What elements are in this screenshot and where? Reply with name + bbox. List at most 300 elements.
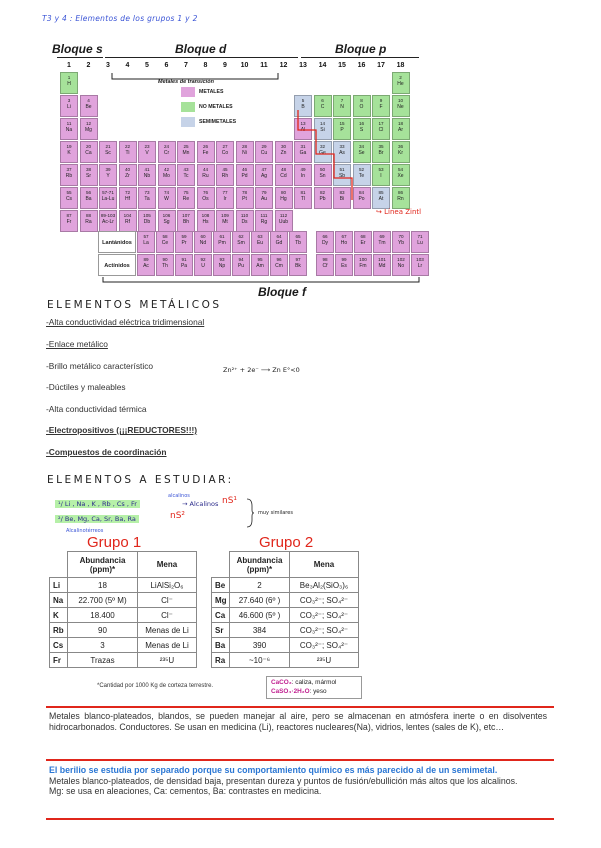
element-cell bbox=[275, 164, 293, 186]
atomic-number: 70 bbox=[398, 234, 404, 239]
atomic-number: 99 bbox=[341, 257, 347, 262]
group-number: 12 bbox=[279, 62, 288, 69]
element-symbol: Ac-Lr bbox=[102, 218, 114, 225]
element-cell bbox=[216, 141, 234, 163]
ore-cell: Be₃Al₂(SiO₃)₆ bbox=[290, 578, 359, 593]
element-cell bbox=[138, 210, 156, 232]
element-cell bbox=[158, 187, 176, 209]
element-symbol: Pa bbox=[180, 262, 188, 269]
element-symbol: Rg bbox=[260, 218, 268, 225]
atomic-number: 58 bbox=[162, 234, 168, 239]
atomic-number: 74 bbox=[163, 190, 170, 195]
legend-metal-swatch bbox=[181, 87, 195, 97]
element-symbol: Na bbox=[65, 126, 73, 133]
atomic-number: 88 bbox=[85, 213, 92, 218]
element-cell bbox=[80, 164, 98, 186]
abundance-cell: 90 bbox=[68, 623, 138, 638]
atomic-number: 24 bbox=[163, 144, 170, 149]
ore-cell: Menas de Li bbox=[138, 638, 197, 653]
block-p-line bbox=[301, 57, 419, 58]
element-cell bbox=[255, 187, 273, 209]
element-symbol: Es bbox=[341, 262, 347, 269]
table-row bbox=[50, 593, 197, 608]
alkaline-earth-description bbox=[49, 765, 547, 797]
element-cell: Fr bbox=[50, 653, 68, 668]
zintl-arrow-icon: ↪ bbox=[376, 208, 382, 216]
element-cell: Na bbox=[50, 593, 68, 608]
element-symbol: Bh bbox=[182, 218, 190, 225]
element-symbol: Nd bbox=[199, 239, 207, 246]
element-symbol: Am bbox=[256, 262, 264, 269]
atomic-number: 1 bbox=[67, 75, 71, 80]
atomic-number: 8 bbox=[360, 98, 363, 103]
element-cell bbox=[80, 187, 98, 209]
ore-cell: ²³⁵U bbox=[290, 653, 359, 668]
divider-2 bbox=[46, 759, 554, 761]
element-symbol: Pt bbox=[242, 195, 247, 202]
element-cell bbox=[177, 141, 195, 163]
atomic-number: 61 bbox=[219, 234, 225, 239]
element-symbol: Tb bbox=[295, 239, 301, 246]
element-symbol: Ba bbox=[85, 195, 92, 202]
element-cell bbox=[80, 210, 98, 232]
transition-label: Metales de transición bbox=[158, 79, 214, 85]
group2-title: Grupo 2 bbox=[259, 534, 314, 551]
atomic-number: 54 bbox=[397, 167, 404, 172]
element-symbol: As bbox=[339, 149, 345, 156]
prop-electropositive: -Electropositivos (¡¡¡REDUCTORES!!!) bbox=[46, 425, 198, 435]
atomic-number: 89-103 bbox=[100, 213, 116, 218]
atomic-number: 87 bbox=[66, 213, 72, 218]
atomic-number: 96 bbox=[276, 257, 282, 262]
element-symbol: Ds bbox=[241, 218, 248, 225]
table-row bbox=[50, 623, 197, 638]
atomic-number: 82 bbox=[319, 190, 326, 195]
prop-bond: -Enlace metálico bbox=[46, 339, 108, 349]
abundance-cell: 18 bbox=[68, 578, 138, 593]
block-d-label: Bloque d bbox=[175, 42, 227, 56]
element-cell bbox=[80, 118, 98, 140]
actinide-cell bbox=[392, 254, 410, 276]
legend-nonmetal-swatch bbox=[181, 102, 195, 112]
atomic-number: 79 bbox=[261, 190, 267, 195]
element-cell bbox=[158, 141, 176, 163]
caso4-note: CaSO₄·2H₂O: yeso bbox=[271, 687, 327, 695]
atomic-number: 84 bbox=[358, 190, 365, 195]
table-row bbox=[50, 578, 197, 593]
atomic-number: 30 bbox=[280, 144, 287, 149]
element-symbol: Sr bbox=[86, 172, 91, 179]
atomic-number: 67 bbox=[341, 234, 347, 239]
atomic-number: 95 bbox=[257, 257, 263, 262]
lanthanide-cell bbox=[373, 231, 391, 253]
atomic-number: 28 bbox=[241, 144, 248, 149]
element-cell bbox=[216, 210, 234, 232]
atomic-number: 77 bbox=[222, 190, 228, 195]
element-symbol: Fe bbox=[202, 149, 209, 156]
group-number: 18 bbox=[396, 62, 405, 69]
table-row bbox=[50, 653, 197, 668]
element-symbol: Mn bbox=[182, 149, 190, 156]
page-title: T3 y 4 : Elementos de los grupos 1 y 2 bbox=[42, 14, 198, 23]
element-symbol: Ce bbox=[161, 239, 169, 246]
atomic-number: 3 bbox=[67, 98, 71, 103]
alkali-description: Metales blanco-plateados, blandos, se pueden manejar al aire, pero se almacenan en atmósfera inerte o en disolventes hidrocarbonados. Conductores. Se usan en medicina (Li), reactores nucleares(Na), vidrios, lentes (sales de K), etc… bbox=[49, 711, 547, 732]
atomic-number: 71 bbox=[417, 234, 423, 239]
atomic-number: 108 bbox=[201, 213, 210, 218]
element-symbol: N bbox=[340, 103, 344, 110]
abundance-cell: 27.640 (6º ) bbox=[230, 593, 290, 608]
element-symbol: Te bbox=[358, 172, 365, 179]
atomic-number: 32 bbox=[319, 144, 326, 149]
element-symbol: Md bbox=[378, 262, 386, 269]
element-symbol: Mo bbox=[163, 172, 170, 179]
atomic-number: 40 bbox=[124, 167, 131, 172]
element-symbol: No bbox=[397, 262, 405, 269]
atomic-number: 44 bbox=[202, 167, 209, 172]
element-symbol: Kr bbox=[398, 149, 403, 156]
table-row bbox=[212, 608, 359, 623]
element-cell bbox=[197, 210, 215, 232]
atomic-number: 43 bbox=[183, 167, 189, 172]
element-cell bbox=[60, 210, 78, 232]
element-symbol: Lu bbox=[417, 239, 423, 246]
element-symbol: Sn bbox=[319, 172, 326, 179]
element-symbol: Ra bbox=[85, 218, 92, 225]
atomic-number: 9 bbox=[379, 98, 383, 103]
element-symbol: Xe bbox=[397, 172, 404, 179]
lanthanide-cell bbox=[251, 231, 269, 253]
group1-title: Grupo 1 bbox=[87, 534, 142, 551]
element-cell: Rb bbox=[50, 623, 68, 638]
group-number: 2 bbox=[86, 62, 91, 69]
element-cell bbox=[392, 72, 410, 94]
group-number: 17 bbox=[377, 62, 385, 69]
caco3-note: CaCO₃: caliza, mármol bbox=[271, 679, 337, 686]
block-s-line bbox=[57, 57, 103, 58]
actinide-cell bbox=[289, 254, 307, 276]
element-symbol: Dy bbox=[321, 239, 329, 246]
element-symbol: V bbox=[145, 149, 149, 156]
block-p-label: Bloque p bbox=[335, 42, 387, 56]
abundance-cell: 3 bbox=[68, 638, 138, 653]
block-d-line bbox=[105, 57, 298, 58]
element-symbol: Th bbox=[162, 262, 168, 269]
lanthanide-cell bbox=[335, 231, 353, 253]
ore-cell: CO₃²⁻; SO₄²⁻ bbox=[290, 638, 359, 653]
lanthanide-cell bbox=[137, 231, 155, 253]
element-cell bbox=[255, 141, 273, 163]
table-row bbox=[50, 608, 197, 623]
element-symbol: Ni bbox=[242, 149, 247, 156]
group-number: 7 bbox=[184, 62, 188, 69]
atomic-number: 57 bbox=[143, 234, 149, 239]
group-number: 1 bbox=[67, 62, 71, 69]
element-cell bbox=[275, 141, 293, 163]
abundance-cell: 22.700 (5º M) bbox=[68, 593, 138, 608]
atomic-number: 112 bbox=[279, 213, 288, 218]
group-number: 11 bbox=[260, 62, 268, 69]
element-cell bbox=[255, 164, 273, 186]
atomic-number: 55 bbox=[66, 190, 72, 195]
atomic-number: 4 bbox=[87, 98, 90, 103]
element-symbol: Tm bbox=[378, 239, 386, 246]
element-symbol: Rn bbox=[397, 195, 404, 202]
element-cell bbox=[236, 141, 254, 163]
ore-cell: CO₃²⁻; SO₄²⁻ bbox=[290, 593, 359, 608]
atomic-number: 104 bbox=[123, 213, 132, 218]
group1-header-blank bbox=[50, 552, 68, 578]
element-cell bbox=[119, 210, 137, 232]
atomic-number: 107 bbox=[182, 213, 190, 218]
group-number: 3 bbox=[106, 62, 110, 69]
element-symbol: Rf bbox=[125, 218, 130, 225]
actinide-cell bbox=[354, 254, 372, 276]
element-symbol: He bbox=[397, 80, 404, 87]
lanthanide-cell bbox=[156, 231, 174, 253]
element-symbol: Br bbox=[378, 149, 384, 156]
element-symbol: Mg bbox=[85, 126, 92, 133]
element-cell bbox=[119, 187, 137, 209]
atomic-number: 42 bbox=[163, 167, 170, 172]
mineral-notes-box bbox=[266, 676, 362, 699]
element-symbol: Cs bbox=[65, 195, 73, 202]
atomic-number: 29 bbox=[261, 144, 267, 149]
group2-properties: Metales blanco-plateados, de densidad baja, presentan dureza y puntos de fusión/ebullición más altos que los alcalinos. bbox=[49, 775, 518, 786]
element-symbol: Po bbox=[358, 195, 365, 202]
group2-config: nS² bbox=[170, 511, 186, 521]
element-symbol: Sb bbox=[338, 172, 346, 179]
element-cell: Ba bbox=[212, 638, 230, 653]
table-row bbox=[212, 578, 359, 593]
atomic-number: 7 bbox=[340, 98, 344, 103]
actinide-cell bbox=[175, 254, 193, 276]
group1-table-body bbox=[50, 578, 197, 668]
actinides-label: Actínidos bbox=[98, 254, 136, 276]
element-cell bbox=[275, 210, 293, 232]
element-symbol: Zn bbox=[280, 149, 287, 156]
lanthanide-cell bbox=[354, 231, 372, 253]
atomic-number: 48 bbox=[280, 167, 287, 172]
group2-table-body bbox=[212, 578, 359, 668]
alcalinos-tag: alcalinos bbox=[168, 493, 190, 499]
zintl-label: ↪ Línea Zintl bbox=[376, 208, 422, 216]
lanthanides-label: Lantánidos bbox=[98, 231, 136, 253]
lanthanide-cell bbox=[392, 231, 410, 253]
element-symbol: La-Lu bbox=[101, 195, 115, 202]
zintl-line bbox=[296, 108, 376, 208]
atomic-number: 63 bbox=[257, 234, 263, 239]
lanthanide-cell bbox=[270, 231, 288, 253]
element-cell bbox=[197, 141, 215, 163]
group-number: 5 bbox=[145, 62, 149, 69]
atomic-number: 53 bbox=[378, 167, 384, 172]
atomic-number: 10 bbox=[397, 98, 404, 103]
lanthanide-cell bbox=[232, 231, 250, 253]
element-cell: Cs bbox=[50, 638, 68, 653]
element-symbol: F bbox=[379, 103, 383, 110]
actinide-cell bbox=[335, 254, 353, 276]
atomic-number: 90 bbox=[162, 257, 168, 262]
prop-luster: -Brillo metálico característico bbox=[46, 361, 154, 371]
element-cell bbox=[119, 141, 137, 163]
group1-list: ¹/ Li , Na , K , Rb , Cs , Fr bbox=[55, 500, 140, 508]
element-cell bbox=[216, 187, 234, 209]
element-symbol: O bbox=[359, 103, 364, 110]
ore-cell: Menas de Li bbox=[138, 623, 197, 638]
element-symbol: Y bbox=[106, 172, 110, 179]
element-symbol: Ca bbox=[85, 149, 92, 156]
element-symbol: Nb bbox=[143, 172, 151, 179]
group1-header-ore: Mena bbox=[138, 552, 197, 578]
group1-table bbox=[49, 551, 197, 668]
alcalinoterreos-tag: Alcalinotérreos bbox=[66, 528, 104, 534]
abundance-cell: 384 bbox=[230, 623, 290, 638]
group-number: 16 bbox=[357, 62, 366, 69]
element-symbol: Si bbox=[320, 126, 325, 133]
element-cell bbox=[216, 164, 234, 186]
element-cell: K bbox=[50, 608, 68, 623]
element-symbol: Ne bbox=[397, 103, 404, 110]
atomic-number: 11 bbox=[66, 121, 72, 126]
table-row bbox=[212, 638, 359, 653]
element-cell bbox=[177, 210, 195, 232]
element-cell bbox=[236, 210, 254, 232]
atomic-number: 19 bbox=[66, 144, 72, 149]
element-cell: Li bbox=[50, 578, 68, 593]
legend-metal-label: METALES bbox=[199, 89, 224, 95]
atomic-number: 45 bbox=[222, 167, 228, 172]
atomic-number: 21 bbox=[105, 144, 111, 149]
element-symbol: Cr bbox=[163, 149, 170, 156]
element-symbol: Np bbox=[218, 262, 226, 269]
element-symbol: Be bbox=[85, 103, 92, 110]
atomic-number: 64 bbox=[276, 234, 282, 239]
element-symbol: Eu bbox=[256, 239, 264, 246]
actinide-cell bbox=[232, 254, 250, 276]
table-row bbox=[212, 623, 359, 638]
atomic-number: 26 bbox=[202, 144, 209, 149]
element-cell bbox=[392, 164, 410, 186]
element-cell bbox=[177, 164, 195, 186]
element-cell bbox=[80, 95, 98, 117]
element-symbol: Hg bbox=[280, 195, 287, 202]
lanthanide-cell bbox=[316, 231, 334, 253]
ore-cell: ²³⁵U bbox=[138, 653, 197, 668]
study-title: ELEMENTOS A ESTUDIAR: bbox=[47, 474, 234, 486]
element-symbol: Er bbox=[360, 239, 366, 246]
group1-header-abundance: Abundancia (ppm)* bbox=[68, 552, 138, 578]
element-cell bbox=[60, 72, 78, 94]
table-row bbox=[212, 653, 359, 668]
atomic-number: 52 bbox=[358, 167, 365, 172]
atomic-number: 109 bbox=[221, 213, 229, 218]
element-cell bbox=[60, 95, 78, 117]
element-symbol: Li bbox=[67, 103, 71, 110]
actinide-cell bbox=[156, 254, 174, 276]
atomic-number: 20 bbox=[85, 144, 92, 149]
atomic-number: 15 bbox=[339, 121, 345, 126]
atomic-number: 16 bbox=[358, 121, 365, 126]
abundance-cell: Trazas bbox=[68, 653, 138, 668]
atomic-number: 105 bbox=[143, 213, 151, 218]
atomic-number: 35 bbox=[378, 144, 384, 149]
group1-arrow: → Alcalinos bbox=[182, 500, 219, 508]
element-symbol: Pb bbox=[319, 195, 326, 202]
element-symbol: Cu bbox=[260, 149, 268, 156]
atomic-number: 22 bbox=[124, 144, 131, 149]
atomic-number: 37 bbox=[66, 167, 72, 172]
atomic-number: 27 bbox=[222, 144, 228, 149]
atomic-number: 2 bbox=[399, 75, 402, 80]
group-number: 10 bbox=[240, 62, 249, 69]
element-cell bbox=[392, 95, 410, 117]
group2-header-abundance: Abundancia (ppm)* bbox=[230, 552, 290, 578]
legend-semimetal-swatch bbox=[181, 117, 195, 127]
element-symbol: La bbox=[143, 239, 149, 246]
actinide-cell bbox=[316, 254, 334, 276]
ore-cell: CO₃²⁻; SO₄²⁻ bbox=[290, 623, 359, 638]
element-symbol: W bbox=[164, 195, 169, 202]
footnote: *Cantidad por 1000 Kg de corteza terrestre. bbox=[97, 683, 214, 689]
reduction-note: Zn²⁺ + 2e⁻ ⟶ Zn E°<0 bbox=[223, 366, 300, 374]
block-f-label: Bloque f bbox=[258, 285, 306, 299]
atomic-number: 72 bbox=[124, 190, 131, 195]
prop-thermal: -Alta conductividad térmica bbox=[46, 404, 147, 414]
atomic-number: 78 bbox=[241, 190, 248, 195]
atomic-number: 103 bbox=[416, 257, 424, 262]
atomic-number: 73 bbox=[144, 190, 150, 195]
prop-conductivity: -Alta conductividad eléctrica tridimensional bbox=[46, 317, 205, 327]
element-symbol: Sg bbox=[163, 218, 170, 225]
element-cell bbox=[158, 210, 176, 232]
metallic-title: ELEMENTOS METÁLICOS bbox=[47, 299, 222, 311]
atomic-number: 59 bbox=[181, 234, 187, 239]
element-symbol: B bbox=[301, 103, 305, 110]
element-symbol: Al bbox=[300, 126, 306, 133]
atomic-number: 66 bbox=[322, 234, 328, 239]
atomic-number: 50 bbox=[319, 167, 326, 172]
element-cell bbox=[99, 141, 117, 163]
atomic-number: 76 bbox=[202, 190, 209, 195]
actinide-cell bbox=[251, 254, 269, 276]
block-s-label: Bloque s bbox=[52, 42, 103, 56]
group-number: 14 bbox=[318, 62, 327, 69]
element-symbol: Cd bbox=[280, 172, 287, 179]
group-number: 15 bbox=[338, 62, 346, 69]
element-cell bbox=[158, 164, 176, 186]
element-symbol: Bi bbox=[339, 195, 345, 202]
element-symbol: Lr bbox=[417, 262, 423, 269]
atomic-number: 68 bbox=[360, 234, 366, 239]
legend-semimetal-label: SEMIMETALES bbox=[199, 119, 237, 125]
group2-header-ore: Mena bbox=[290, 552, 359, 578]
group-number: 9 bbox=[223, 62, 227, 69]
element-cell: Ra bbox=[212, 653, 230, 668]
atomic-number: 101 bbox=[378, 257, 386, 262]
ore-cell: Cl⁻ bbox=[138, 608, 197, 623]
abundance-cell: 18.400 bbox=[68, 608, 138, 623]
atomic-number: 111 bbox=[260, 213, 268, 218]
element-cell bbox=[177, 187, 195, 209]
lanthanide-cell bbox=[175, 231, 193, 253]
element-cell bbox=[60, 187, 78, 209]
element-symbol: Re bbox=[182, 195, 190, 202]
divider-1 bbox=[46, 706, 554, 708]
group1-header-row bbox=[50, 552, 197, 578]
element-symbol: Zr bbox=[125, 172, 130, 179]
atomic-number: 46 bbox=[241, 167, 248, 172]
